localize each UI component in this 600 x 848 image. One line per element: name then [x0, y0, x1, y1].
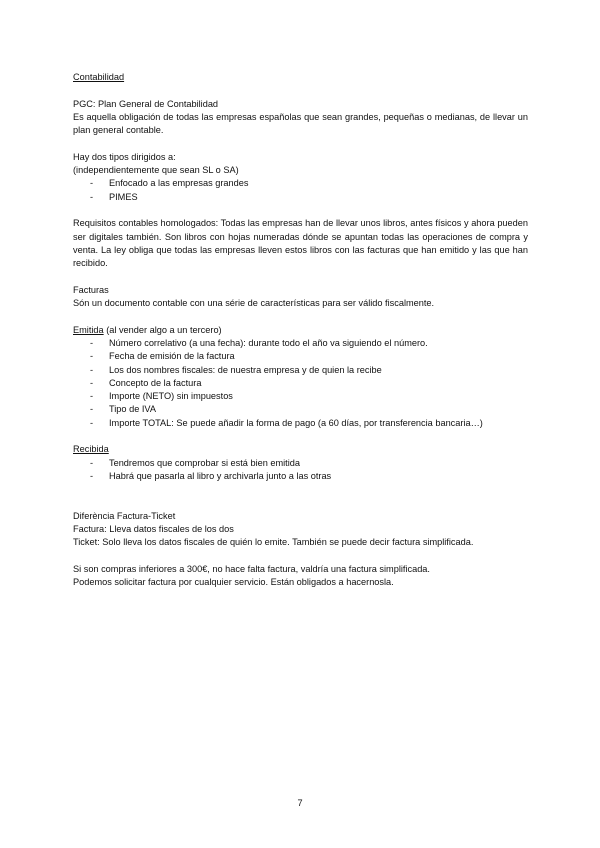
pgc-heading: PGC: Plan General de Contabilidad	[73, 98, 219, 109]
list-item: - Tipo de IVA	[73, 403, 528, 416]
emitida-label: Emitida	[73, 324, 104, 335]
list-item: - Habrá que pasarla al libro y archivarla junto a las otras	[73, 470, 528, 483]
requisitos-text: Requisitos contables homologados: Todas las empresas han de llevar unos libros, antes físicos y ahora pueden ser digitales también. Son libros con hojas numeradas dónde se apuntan todas las operaciones de compra y venta. La ley obliga que todas las empresas lleven estos libros con las facturas que han emitido y las que han recibido.	[73, 218, 528, 269]
recibida-heading: Recibida	[73, 444, 109, 455]
tipos-list	[73, 177, 528, 204]
list-item: - PIMES	[73, 191, 528, 204]
tipos-line2: (independientemente que sean SL o SA)	[73, 165, 239, 176]
spacer	[73, 310, 528, 323]
list-item: - Importe TOTAL: Se puede añadir la forma de pago (a 60 días, por transferencia bancaria…)	[73, 417, 528, 430]
spacer	[73, 483, 528, 510]
diferencia-ticket: Ticket: Solo lleva los datos fiscales de quién lo emite. También se puede decir factura simplificada.	[73, 537, 474, 548]
diferencia-factura: Factura: Lleva datos fiscales de los dos	[73, 524, 234, 535]
spacer	[73, 270, 528, 283]
compras-line1: Si son compras inferiores a 300€, no hace falta factura, valdría una factura simplificada.	[73, 563, 430, 574]
emitida-suffix: (al vender algo a un tercero)	[103, 324, 222, 335]
spacer	[73, 84, 528, 97]
emitida-list	[73, 337, 528, 430]
spacer	[73, 550, 528, 563]
spacer	[73, 204, 528, 217]
list-item: - Número correlativo (a una fecha): durante todo el año va siguiendo el número.	[73, 337, 528, 350]
spacer	[73, 137, 528, 150]
emitida-heading	[73, 324, 528, 337]
spacer	[73, 430, 528, 443]
compras-line2: Podemos solicitar factura por cualquier servicio. Están obligados a hacernosla.	[73, 577, 394, 588]
tipos-line1: Hay dos tipos dirigidos a:	[73, 151, 176, 162]
list-item: - Tendremos que comprobar si está bien emitida	[73, 457, 528, 470]
list-item: - Fecha de emisión de la factura	[73, 350, 528, 363]
diferencia-heading: Diferència Factura-Ticket	[73, 510, 176, 521]
page-title: Contabilidad	[73, 72, 125, 82]
list-item: - Concepto de la factura	[73, 377, 528, 390]
pgc-text: Es aquella obligación de todas las empresas españolas que sean grandes, pequeñas o medianas, de llevar un plan general contable.	[73, 111, 528, 136]
list-item: - Los dos nombres fiscales: de nuestra empresa y de quien la recibe	[73, 364, 528, 377]
page-number: 7	[297, 798, 303, 808]
list-item: - Enfocado a las empresas grandes	[73, 177, 528, 190]
list-item: - Importe (NETO) sin impuestos	[73, 390, 528, 403]
document-page	[73, 71, 528, 590]
facturas-heading: Facturas	[73, 284, 109, 295]
recibida-list	[73, 457, 528, 484]
facturas-text: Són un documento contable con una série de características para ser válido fiscalmente.	[73, 298, 435, 309]
